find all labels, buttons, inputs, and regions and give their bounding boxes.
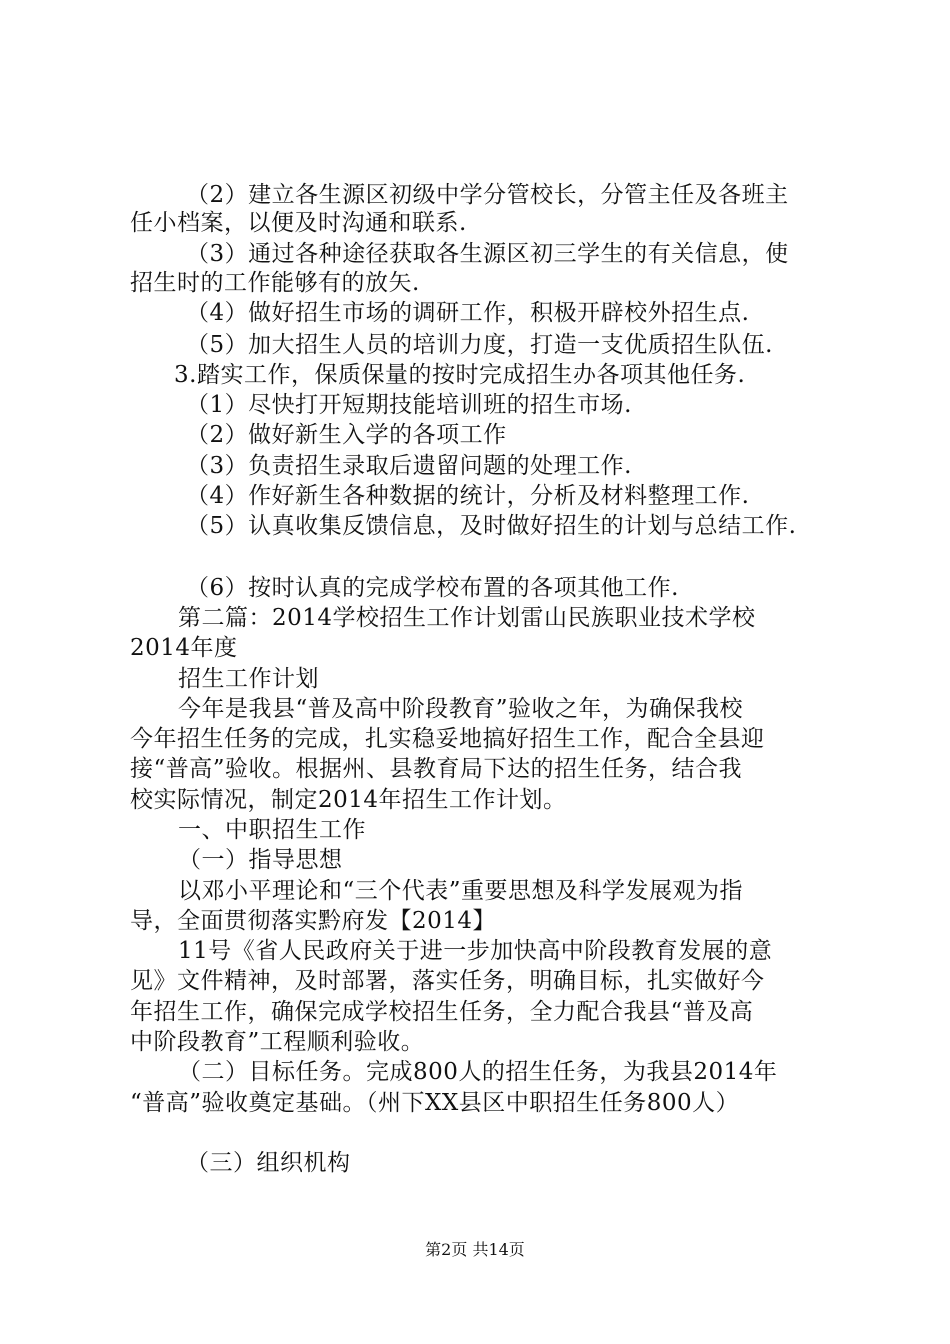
paragraph-line: （二）目标任务。完成800人的招生任务，为我县2014年	[178, 1059, 778, 1085]
paragraph-line: 导，全面贯彻落实黔府发【2014】	[130, 908, 497, 934]
paragraph-line: 今年是我县“普及高中阶段教育”验收之年，为确保我校	[178, 696, 744, 722]
paragraph-line: 任小档案，以便及时沟通和联系.	[130, 210, 467, 236]
paragraph-line: （2）做好新生入学的各项工作	[186, 422, 507, 448]
section-heading: 2014年度	[130, 635, 238, 661]
paragraph-line: （4）作好新生各种数据的统计，分析及材料整理工作.	[186, 483, 750, 509]
paragraph-line: 3.踏实工作，保质保量的按时完成招生办各项其他任务.	[174, 362, 746, 388]
section-heading: 第二篇：2014学校招生工作计划雷山民族职业技术学校	[178, 605, 756, 631]
paragraph-line: “普高”验收奠定基础。（州下XX县区中职招生任务800人）	[130, 1090, 740, 1116]
paragraph-line: （2）建立各生源区初级中学分管校长，分管主任及各班主	[186, 182, 789, 208]
paragraph-line: （5）加大招生人员的培训力度，打造一支优质招生队伍.	[186, 332, 773, 358]
paragraph-line: 招生时的工作能够有的放矢.	[130, 270, 420, 296]
paragraph-line: 一、中职招生工作	[178, 817, 366, 843]
paragraph-line: （3）通过各种途径获取各生源区初三学生的有关信息，使	[186, 241, 789, 267]
paragraph-line: （6）按时认真的完成学校布置的各项其他工作.	[186, 575, 679, 601]
paragraph-line: 11号《省人民政府关于进一步加快高中阶段教育发展的意	[178, 938, 773, 964]
paragraph-line: 年招生工作，确保完成学校招生任务，全力配合我县“普及高	[130, 999, 754, 1025]
paragraph-line: 见》文件精神，及时部署，落实任务，明确目标，扎实做好今	[130, 968, 765, 994]
paragraph-line: 接“普高”验收。根据州、县教育局下达的招生任务，结合我	[130, 756, 743, 782]
paragraph-line: 中阶段教育”工程顺利验收。	[130, 1029, 425, 1055]
paragraph-line: （5）认真收集反馈信息，及时做好招生的计划与总结工作.	[186, 513, 797, 539]
page-footer: 第2页 共14页	[425, 1240, 525, 1259]
paragraph-line: （1）尽快打开短期技能培训班的招生市场.	[186, 392, 632, 418]
paragraph-line: （一）指导思想	[178, 847, 343, 873]
paragraph-line: （3）负责招生录取后遗留问题的处理工作.	[186, 453, 632, 479]
paragraph-line: （4）做好招生市场的调研工作，积极开辟校外招生点.	[186, 300, 750, 326]
section-heading: 招生工作计划	[178, 666, 319, 692]
paragraph-line: 今年招生任务的完成，扎实稳妥地搞好招生工作，配合全县迎	[130, 726, 765, 752]
paragraph-line: （三）组织机构	[186, 1150, 351, 1176]
paragraph-line: 校实际情况，制定2014年招生工作计划。	[130, 787, 567, 813]
paragraph-line: 以邓小平理论和“三个代表”重要思想及科学发展观为指	[178, 878, 744, 904]
